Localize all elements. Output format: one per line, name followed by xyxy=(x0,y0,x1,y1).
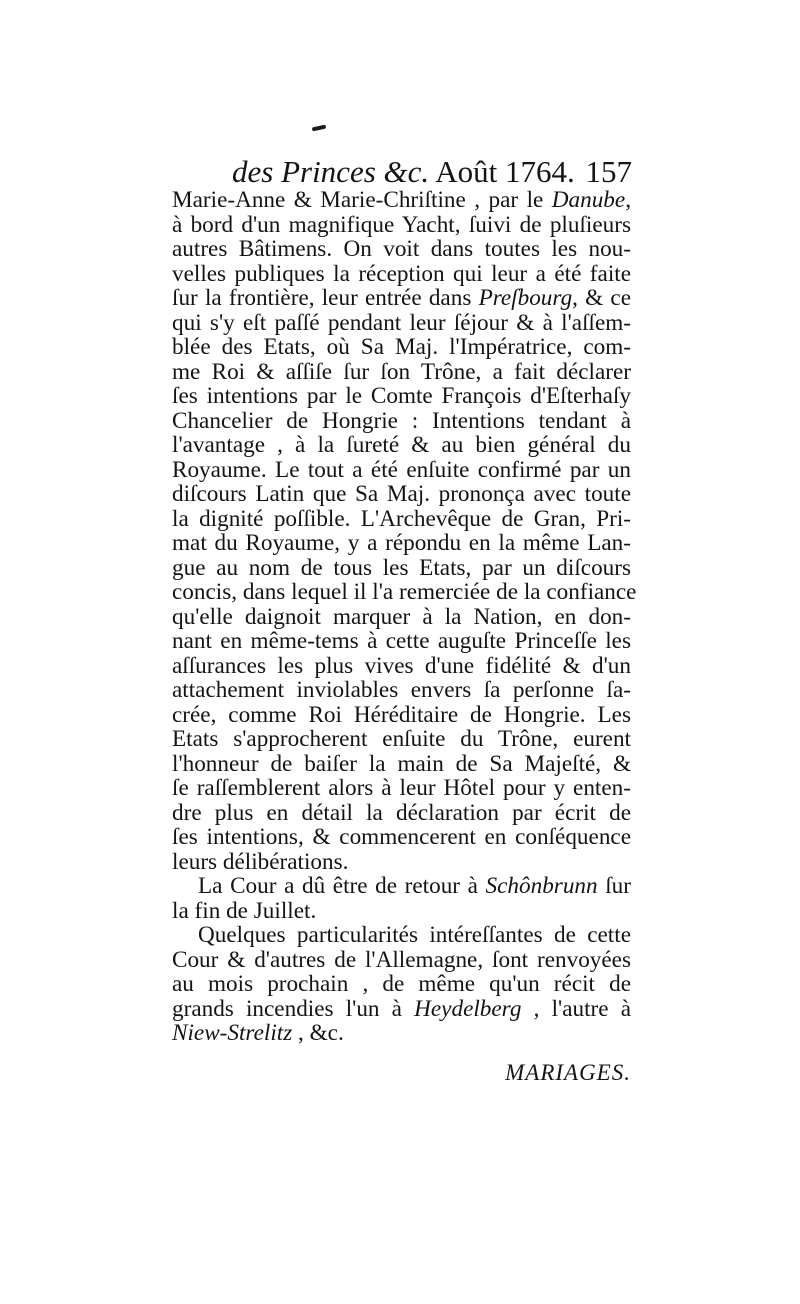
text-line: ſe raſſemblerent alors à leur Hôtel pour y enten- xyxy=(172,775,631,801)
body-text xyxy=(172,187,637,1046)
text-line: leurs délibérations. xyxy=(172,848,349,875)
text-line: dre plus en détail la déclaration par écrit de xyxy=(172,799,631,826)
italic-name: Schônbrunn xyxy=(485,873,598,899)
running-head-date: Août 1764. xyxy=(435,154,575,189)
italic-name: Danube xyxy=(551,187,626,213)
italic-name: Heydelberg xyxy=(414,995,522,1022)
text-line: me Roi & aſſiſe ſur ſon Trône, a fait déclarer xyxy=(172,358,631,385)
text-line: Marie-Anne & Marie-Chriſtine , par le Danube, xyxy=(172,187,631,213)
text-line: autres Bâtimens. On voit dans toutes les nou- xyxy=(172,236,631,262)
text-line: Royaume. Le tout a été enſuite confirmé par un xyxy=(172,456,631,483)
paragraph xyxy=(172,874,631,923)
text-line: Quelques particularités intéreſſantes de cette xyxy=(198,922,631,948)
text-line: la dignité poſſible. L'Archevêque de Gran, Pri- xyxy=(172,505,631,532)
text-line: l'honneur de baiſer la main de Sa Majeſté, & xyxy=(172,750,631,777)
text-line: ſur la frontière, leur entrée dans Preſbourg, & ce xyxy=(172,285,632,311)
text-line: gue au nom de tous les Etats, par un diſcours xyxy=(172,554,631,581)
catchword: MARIAGES. xyxy=(505,1060,631,1085)
text-line: l'avantage , à la ſureté & au bien général du xyxy=(172,432,631,458)
text-line: La Cour a dû être de retour à Schônbrunn ſur xyxy=(198,873,631,899)
text-line: crée, comme Roi Héréditaire de Hongrie. Les xyxy=(172,701,631,728)
text-line: aſſurances les plus vives d'une fidélité & d'un xyxy=(172,652,631,679)
text-line: Cour & d'autres de l'Allemagne, ſont renvoyées xyxy=(172,946,631,973)
ink-mark xyxy=(312,125,327,132)
text-line: attachement inviolables envers ſa perſonne ſa- xyxy=(172,677,631,703)
italic-name: Preſbourg xyxy=(478,285,573,311)
text-line: la fin de Juillet. xyxy=(172,897,317,924)
text-line: ſes intentions, & commencerent en conſéquence xyxy=(172,824,631,850)
paragraph xyxy=(172,187,637,875)
text-line: qui s'y eſt paſſé pendant leur ſéjour & à l'aſſem- xyxy=(172,309,631,336)
running-head-title: des Princes &c. xyxy=(232,154,430,189)
text-line: Niew-Strelitz , &c. xyxy=(172,1020,344,1046)
paragraph xyxy=(172,923,631,1046)
text-line: concis, dans lequel il l'a remerciée de la confiance xyxy=(172,579,637,605)
text-line: mat du Royaume, y a répondu en la même Lan- xyxy=(172,530,631,556)
text-line: au mois prochain , de même qu'un récit de xyxy=(172,971,631,997)
text-line: à bord d'un magnifique Yacht, ſuivi de pluſieurs xyxy=(172,211,631,238)
text-line: Etats s'approcherent enſuite du Trône, eurent xyxy=(172,726,631,752)
running-head xyxy=(232,152,632,192)
text-line: blée des Etats, où Sa Maj. l'Impératrice, com- xyxy=(172,334,631,360)
text-line: grands incendies l'un à Heydelberg , l'autre à xyxy=(172,995,631,1022)
text-line: diſcours Latin que Sa Maj. prononça avec toute xyxy=(172,481,631,507)
text-line: nant en même-tems à cette auguſte Princeſſe les xyxy=(172,628,631,654)
italic-name: Niew-Strelitz xyxy=(172,1020,293,1046)
text-line: ſes intentions par le Comte François d'Eſterhaſy xyxy=(172,383,631,409)
page-number: 157 xyxy=(585,154,632,189)
text-line: Chancelier de Hongrie : Intentions tendant à xyxy=(172,407,631,434)
text-line: velles publiques la réception qui leur a été faite xyxy=(172,260,631,287)
text-line: qu'elle daignoit marquer à la Nation, en don- xyxy=(172,603,631,630)
